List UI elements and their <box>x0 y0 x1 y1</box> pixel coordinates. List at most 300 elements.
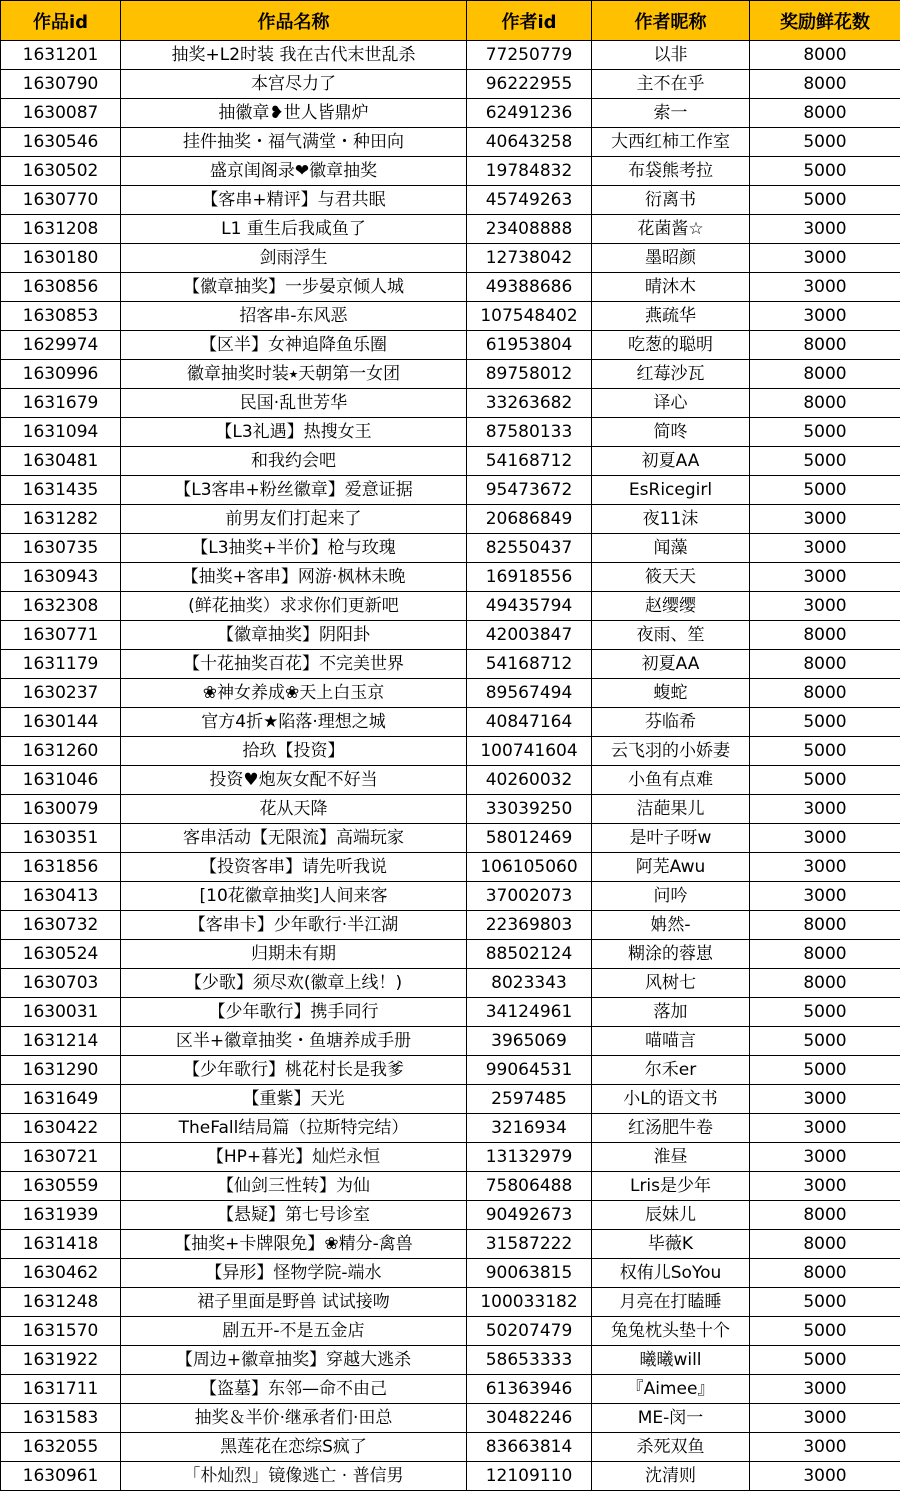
author-id-cell: 82550437 <box>467 534 592 563</box>
header-author-nickname: 作者昵称 <box>592 1 750 41</box>
table-row <box>1 447 900 476</box>
work-id-cell: 1630481 <box>1 447 121 476</box>
work-title-cell: 【区半】女神追降鱼乐圈 <box>121 331 467 360</box>
work-id-cell: 1630735 <box>1 534 121 563</box>
author-nickname-cell: 小鱼有点难 <box>592 766 750 795</box>
author-nickname-cell: 落加 <box>592 998 750 1027</box>
work-title-cell: 【少年歌行】携手同行 <box>121 998 467 1027</box>
author-id-cell: 100033182 <box>467 1288 592 1317</box>
table-row <box>1 128 900 157</box>
table-row <box>1 1462 900 1491</box>
reward-flowers-cell: 3000 <box>750 534 900 563</box>
work-title-cell: 黑莲花在恋综S疯了 <box>121 1433 467 1462</box>
work-title-cell: 挂件抽奖・福气满堂・种田向 <box>121 128 467 157</box>
table-row <box>1 1085 900 1114</box>
work-title-cell: 盛京闺阁录❤徽章抽奖 <box>121 157 467 186</box>
work-title-cell: 【L3客串+粉丝徽章】爱意证据 <box>121 476 467 505</box>
author-id-cell: 100741604 <box>467 737 592 766</box>
table-row <box>1 1143 900 1172</box>
work-title-cell: 「朴灿烈」镜像逃亡 · 普信男 <box>121 1462 467 1491</box>
author-id-cell: 3216934 <box>467 1114 592 1143</box>
author-id-cell: 12738042 <box>467 244 592 273</box>
work-id-cell: 1631179 <box>1 650 121 679</box>
author-nickname-cell: 淮昼 <box>592 1143 750 1172</box>
author-nickname-cell: 毕薇K <box>592 1230 750 1259</box>
reward-flowers-cell: 3000 <box>750 1433 900 1462</box>
table-row <box>1 70 900 99</box>
work-id-cell: 1631711 <box>1 1375 121 1404</box>
header-reward-flowers: 奖励鲜花数 <box>750 1 900 41</box>
author-id-cell: 89758012 <box>467 360 592 389</box>
reward-flowers-cell: 3000 <box>750 853 900 882</box>
table-row <box>1 157 900 186</box>
author-id-cell: 8023343 <box>467 969 592 998</box>
author-id-cell: 58653333 <box>467 1346 592 1375</box>
author-nickname-cell: 筱天天 <box>592 563 750 592</box>
reward-flowers-cell: 8000 <box>750 650 900 679</box>
work-title-cell: 抽奖＆半价·继承者们·田总 <box>121 1404 467 1433</box>
reward-flowers-cell: 5000 <box>750 1317 900 1346</box>
work-id-cell: 1630524 <box>1 940 121 969</box>
work-id-cell: 1630144 <box>1 708 121 737</box>
table-row <box>1 563 900 592</box>
author-nickname-cell: 红莓沙瓦 <box>592 360 750 389</box>
work-id-cell: 1631922 <box>1 1346 121 1375</box>
work-id-cell: 1630422 <box>1 1114 121 1143</box>
header-work-title: 作品名称 <box>121 1 467 41</box>
work-title-cell: 招客串-东风恶 <box>121 302 467 331</box>
work-id-cell: 1631201 <box>1 41 121 70</box>
author-id-cell: 96222955 <box>467 70 592 99</box>
work-title-cell: (鲜花抽奖）求求你们更新吧 <box>121 592 467 621</box>
work-title-cell: 前男友们打起来了 <box>121 505 467 534</box>
author-id-cell: 13132979 <box>467 1143 592 1172</box>
table-row <box>1 1375 900 1404</box>
author-nickname-cell: 花菌酱☆ <box>592 215 750 244</box>
author-nickname-cell: 译心 <box>592 389 750 418</box>
reward-flowers-cell: 8000 <box>750 911 900 940</box>
author-nickname-cell: 杀死双鱼 <box>592 1433 750 1462</box>
author-nickname-cell: 以非 <box>592 41 750 70</box>
table-row <box>1 1230 900 1259</box>
work-id-cell: 1630462 <box>1 1259 121 1288</box>
work-title-cell: 【徽章抽奖】一步晏京倾人城 <box>121 273 467 302</box>
author-id-cell: 83663814 <box>467 1433 592 1462</box>
work-id-cell: 1630079 <box>1 795 121 824</box>
author-id-cell: 42003847 <box>467 621 592 650</box>
work-id-cell: 1630732 <box>1 911 121 940</box>
work-id-cell: 1630351 <box>1 824 121 853</box>
reward-flowers-cell: 3000 <box>750 1085 900 1114</box>
reward-flowers-cell: 5000 <box>750 186 900 215</box>
author-nickname-cell: 芬临希 <box>592 708 750 737</box>
author-id-cell: 90492673 <box>467 1201 592 1230</box>
work-title-cell: 【投资客串】请先听我说 <box>121 853 467 882</box>
reward-flowers-cell: 8000 <box>750 1201 900 1230</box>
reward-flowers-cell: 5000 <box>750 1027 900 1056</box>
reward-flowers-cell: 8000 <box>750 360 900 389</box>
author-nickname-cell: 蝮蛇 <box>592 679 750 708</box>
reward-flowers-cell: 3000 <box>750 592 900 621</box>
author-id-cell: 34124961 <box>467 998 592 1027</box>
author-id-cell: 95473672 <box>467 476 592 505</box>
reward-flowers-cell: 5000 <box>750 1056 900 1085</box>
work-id-cell: 1631248 <box>1 1288 121 1317</box>
table-row <box>1 795 900 824</box>
reward-flowers-cell: 3000 <box>750 1375 900 1404</box>
work-title-cell: 裙子里面是野兽 试试接吻 <box>121 1288 467 1317</box>
table-row <box>1 853 900 882</box>
reward-flowers-cell: 5000 <box>750 766 900 795</box>
table-row <box>1 882 900 911</box>
work-id-cell: 1631570 <box>1 1317 121 1346</box>
reward-flowers-cell: 5000 <box>750 157 900 186</box>
work-id-cell: 1630087 <box>1 99 121 128</box>
author-id-cell: 88502124 <box>467 940 592 969</box>
author-nickname-cell: 云飞羽的小娇妻 <box>592 737 750 766</box>
reward-flowers-cell: 3000 <box>750 273 900 302</box>
reward-flowers-cell: 3000 <box>750 1404 900 1433</box>
reward-flowers-cell: 5000 <box>750 476 900 505</box>
reward-flowers-cell: 3000 <box>750 1143 900 1172</box>
table-row <box>1 244 900 273</box>
table-row <box>1 766 900 795</box>
work-title-cell: 区半+徽章抽奖・鱼塘养成手册 <box>121 1027 467 1056</box>
author-id-cell: 75806488 <box>467 1172 592 1201</box>
author-id-cell: 16918556 <box>467 563 592 592</box>
reward-flowers-cell: 8000 <box>750 969 900 998</box>
work-id-cell: 1630943 <box>1 563 121 592</box>
author-nickname-cell: 沈清则 <box>592 1462 750 1491</box>
work-title-cell: 剧五开-不是五金店 <box>121 1317 467 1346</box>
author-nickname-cell: 初夏AA <box>592 447 750 476</box>
work-title-cell: 抽奖+L2时装 我在古代末世乱杀 <box>121 41 467 70</box>
author-nickname-cell: 喵喵言 <box>592 1027 750 1056</box>
author-id-cell: 62491236 <box>467 99 592 128</box>
author-id-cell: 54168712 <box>467 447 592 476</box>
work-id-cell: 1630180 <box>1 244 121 273</box>
table-row <box>1 186 900 215</box>
table-row <box>1 1201 900 1230</box>
author-nickname-cell: 姌然- <box>592 911 750 940</box>
author-nickname-cell: 洁葩果儿 <box>592 795 750 824</box>
work-title-cell: 【少年歌行】桃花村长是我爹 <box>121 1056 467 1085</box>
author-nickname-cell: ME-闵一 <box>592 1404 750 1433</box>
reward-flowers-cell: 5000 <box>750 128 900 157</box>
work-title-cell: ❀神女养成❀天上白玉京 <box>121 679 467 708</box>
work-id-cell: 1631046 <box>1 766 121 795</box>
author-id-cell: 20686849 <box>467 505 592 534</box>
author-nickname-cell: 简咚 <box>592 418 750 447</box>
author-id-cell: 40260032 <box>467 766 592 795</box>
reward-flowers-cell: 3000 <box>750 563 900 592</box>
reward-flowers-cell: 3000 <box>750 1172 900 1201</box>
author-nickname-cell: 索一 <box>592 99 750 128</box>
work-id-cell: 1630770 <box>1 186 121 215</box>
work-id-cell: 1631418 <box>1 1230 121 1259</box>
author-nickname-cell: 尔禾er <box>592 1056 750 1085</box>
header-work-id: 作品id <box>1 1 121 41</box>
reward-flowers-cell: 8000 <box>750 99 900 128</box>
table-row <box>1 592 900 621</box>
table-row <box>1 1114 900 1143</box>
author-id-cell: 61953804 <box>467 331 592 360</box>
work-title-cell: 投资♥炮灰女配不好当 <box>121 766 467 795</box>
work-id-cell: 1631435 <box>1 476 121 505</box>
table-row <box>1 650 900 679</box>
reward-flowers-cell: 5000 <box>750 447 900 476</box>
table-row <box>1 737 900 766</box>
work-title-cell: 花从天降 <box>121 795 467 824</box>
table-row <box>1 1317 900 1346</box>
work-id-cell: 1631679 <box>1 389 121 418</box>
author-id-cell: 23408888 <box>467 215 592 244</box>
author-id-cell: 90063815 <box>467 1259 592 1288</box>
header-author-id: 作者id <box>467 1 592 41</box>
author-nickname-cell: 辰妹儿 <box>592 1201 750 1230</box>
reward-flowers-cell: 8000 <box>750 70 900 99</box>
author-nickname-cell: 燕疏华 <box>592 302 750 331</box>
author-nickname-cell: 阿芜Awu <box>592 853 750 882</box>
table-row <box>1 418 900 447</box>
reward-flowers-cell: 8000 <box>750 940 900 969</box>
table-row <box>1 940 900 969</box>
work-id-cell: 1630790 <box>1 70 121 99</box>
reward-flowers-cell: 8000 <box>750 1230 900 1259</box>
author-nickname-cell: 夜雨、笙 <box>592 621 750 650</box>
table-body <box>1 41 900 1491</box>
author-nickname-cell: 夜11沫 <box>592 505 750 534</box>
work-id-cell: 1630996 <box>1 360 121 389</box>
reward-flowers-cell: 8000 <box>750 679 900 708</box>
author-nickname-cell: 布袋熊考拉 <box>592 157 750 186</box>
work-title-cell: 徽章抽奖时装⭑天朝第一女团 <box>121 360 467 389</box>
table-row <box>1 99 900 128</box>
work-title-cell: 【L3抽奖+半价】枪与玫瑰 <box>121 534 467 563</box>
table-row <box>1 911 900 940</box>
author-nickname-cell: 墨昭颜 <box>592 244 750 273</box>
table-row <box>1 476 900 505</box>
author-nickname-cell: 初夏AA <box>592 650 750 679</box>
author-id-cell: 49435794 <box>467 592 592 621</box>
work-title-cell: 【悬疑】第七号诊室 <box>121 1201 467 1230</box>
author-nickname-cell: 大西红柿工作室 <box>592 128 750 157</box>
author-nickname-cell: 红汤肥牛卷 <box>592 1114 750 1143</box>
author-nickname-cell: 『Aimee』 <box>592 1375 750 1404</box>
work-id-cell: 1630546 <box>1 128 121 157</box>
author-nickname-cell: 权侑儿SoYou <box>592 1259 750 1288</box>
author-id-cell: 22369803 <box>467 911 592 940</box>
author-id-cell: 31587222 <box>467 1230 592 1259</box>
work-title-cell: 【少歌】须尽欢(徽章上线！) <box>121 969 467 998</box>
work-title-cell: 【抽奖+卡牌限免】❀精分-禽兽 <box>121 1230 467 1259</box>
work-id-cell: 1632308 <box>1 592 121 621</box>
table-row <box>1 1259 900 1288</box>
author-id-cell: 3965069 <box>467 1027 592 1056</box>
author-id-cell: 50207479 <box>467 1317 592 1346</box>
work-title-cell: 【抽奖+客串】网游·枫林未晚 <box>121 563 467 592</box>
reward-flowers-cell: 3000 <box>750 1114 900 1143</box>
work-title-cell: 【仙剑三性转】为仙 <box>121 1172 467 1201</box>
table-row <box>1 1346 900 1375</box>
work-title-cell: 【重紫】天光 <box>121 1085 467 1114</box>
work-title-cell: 归期未有期 <box>121 940 467 969</box>
table-row <box>1 708 900 737</box>
author-id-cell: 33263682 <box>467 389 592 418</box>
author-id-cell: 99064531 <box>467 1056 592 1085</box>
header-row <box>1 1 900 41</box>
work-id-cell: 1632055 <box>1 1433 121 1462</box>
author-id-cell: 2597485 <box>467 1085 592 1114</box>
table-row <box>1 273 900 302</box>
table-row <box>1 215 900 244</box>
author-id-cell: 58012469 <box>467 824 592 853</box>
author-nickname-cell: 问吟 <box>592 882 750 911</box>
table-row <box>1 621 900 650</box>
work-title-cell: 【客串+精评】与君共眠 <box>121 186 467 215</box>
work-id-cell: 1631282 <box>1 505 121 534</box>
reward-flowers-cell: 8000 <box>750 389 900 418</box>
table-row <box>1 969 900 998</box>
table-row <box>1 1027 900 1056</box>
reward-flowers-cell: 5000 <box>750 708 900 737</box>
author-id-cell: 49388686 <box>467 273 592 302</box>
reward-flowers-cell: 3000 <box>750 505 900 534</box>
author-nickname-cell: 晴沐木 <box>592 273 750 302</box>
reward-flowers-cell: 8000 <box>750 1259 900 1288</box>
author-nickname-cell: EsRicegirl <box>592 476 750 505</box>
author-id-cell: 40847164 <box>467 708 592 737</box>
author-id-cell: 30482246 <box>467 1404 592 1433</box>
table-row <box>1 998 900 1027</box>
author-nickname-cell: Lris是少年 <box>592 1172 750 1201</box>
work-id-cell: 1630237 <box>1 679 121 708</box>
work-id-cell: 1630703 <box>1 969 121 998</box>
author-id-cell: 19784832 <box>467 157 592 186</box>
author-id-cell: 37002073 <box>467 882 592 911</box>
table-row <box>1 302 900 331</box>
table-row <box>1 1404 900 1433</box>
author-nickname-cell: 是叶子呀w <box>592 824 750 853</box>
work-title-cell: 民国·乱世芳华 <box>121 389 467 418</box>
reward-flowers-cell: 5000 <box>750 1288 900 1317</box>
work-title-cell: 【异形】怪物学院-端水 <box>121 1259 467 1288</box>
reward-flowers-cell: 8000 <box>750 621 900 650</box>
work-id-cell: 1630856 <box>1 273 121 302</box>
work-title-cell: 官方4折★陷落·理想之城 <box>121 708 467 737</box>
author-nickname-cell: 闻藻 <box>592 534 750 563</box>
table-row <box>1 505 900 534</box>
work-id-cell: 1631260 <box>1 737 121 766</box>
reward-flowers-cell: 8000 <box>750 331 900 360</box>
table-row <box>1 824 900 853</box>
work-id-cell: 1629974 <box>1 331 121 360</box>
table-row <box>1 41 900 70</box>
author-nickname-cell: 赵缨缨 <box>592 592 750 621</box>
work-title-cell: 抽徽章❥世人皆鼎炉 <box>121 99 467 128</box>
author-id-cell: 77250779 <box>467 41 592 70</box>
work-title-cell: L1 重生后我咸鱼了 <box>121 215 467 244</box>
work-title-cell: 剑雨浮生 <box>121 244 467 273</box>
table-row <box>1 1172 900 1201</box>
work-title-cell: TheFall结局篇（拉斯特完结） <box>121 1114 467 1143</box>
author-id-cell: 33039250 <box>467 795 592 824</box>
work-title-cell: [10花徽章抽奖]人间来客 <box>121 882 467 911</box>
author-id-cell: 12109110 <box>467 1462 592 1491</box>
work-id-cell: 1630502 <box>1 157 121 186</box>
work-id-cell: 1631856 <box>1 853 121 882</box>
author-id-cell: 45749263 <box>467 186 592 215</box>
table-row <box>1 360 900 389</box>
reward-flowers-cell: 3000 <box>750 302 900 331</box>
work-title-cell: 本宫尽力了 <box>121 70 467 99</box>
work-id-cell: 1630559 <box>1 1172 121 1201</box>
work-title-cell: 【徽章抽奖】阴阳卦 <box>121 621 467 650</box>
author-nickname-cell: 主不在乎 <box>592 70 750 99</box>
reward-flowers-cell: 5000 <box>750 998 900 1027</box>
work-title-cell: 拾玖【投资】 <box>121 737 467 766</box>
work-title-cell: 【L3礼遇】热搜女王 <box>121 418 467 447</box>
work-id-cell: 1631208 <box>1 215 121 244</box>
work-title-cell: 客串活动【无限流】高端玩家 <box>121 824 467 853</box>
author-nickname-cell: 小L的语文书 <box>592 1085 750 1114</box>
author-id-cell: 107548402 <box>467 302 592 331</box>
work-id-cell: 1631939 <box>1 1201 121 1230</box>
work-title-cell: 【周边+徽章抽奖】穿越大逃杀 <box>121 1346 467 1375</box>
work-id-cell: 1630853 <box>1 302 121 331</box>
author-nickname-cell: 衍离书 <box>592 186 750 215</box>
work-id-cell: 1630961 <box>1 1462 121 1491</box>
table-row <box>1 389 900 418</box>
table-row <box>1 1056 900 1085</box>
author-id-cell: 87580133 <box>467 418 592 447</box>
author-id-cell: 106105060 <box>467 853 592 882</box>
work-title-cell: 和我约会吧 <box>121 447 467 476</box>
author-id-cell: 40643258 <box>467 128 592 157</box>
work-title-cell: 【HP+暮光】灿烂永恒 <box>121 1143 467 1172</box>
author-nickname-cell: 糊涂的蓉崽 <box>592 940 750 969</box>
work-id-cell: 1630721 <box>1 1143 121 1172</box>
author-nickname-cell: 月亮在打瞌睡 <box>592 1288 750 1317</box>
reward-flowers-cell: 3000 <box>750 824 900 853</box>
reward-flowers-cell: 3000 <box>750 795 900 824</box>
work-id-cell: 1630031 <box>1 998 121 1027</box>
work-id-cell: 1631094 <box>1 418 121 447</box>
author-nickname-cell: 曦曦will <box>592 1346 750 1375</box>
author-id-cell: 89567494 <box>467 679 592 708</box>
work-id-cell: 1630771 <box>1 621 121 650</box>
work-id-cell: 1631583 <box>1 1404 121 1433</box>
reward-flowers-cell: 3000 <box>750 1462 900 1491</box>
work-id-cell: 1631290 <box>1 1056 121 1085</box>
author-id-cell: 54168712 <box>467 650 592 679</box>
work-title-cell: 【十花抽奖百花】不完美世界 <box>121 650 467 679</box>
reward-flowers-cell: 5000 <box>750 737 900 766</box>
reward-flowers-cell: 5000 <box>750 1346 900 1375</box>
work-id-cell: 1631214 <box>1 1027 121 1056</box>
table-row <box>1 1288 900 1317</box>
author-id-cell: 61363946 <box>467 1375 592 1404</box>
work-title-cell: 【盗墓】东邻—命不由己 <box>121 1375 467 1404</box>
reward-flowers-cell: 8000 <box>750 41 900 70</box>
author-nickname-cell: 风树七 <box>592 969 750 998</box>
reward-flowers-cell: 3000 <box>750 215 900 244</box>
table-row <box>1 679 900 708</box>
reward-flowers-cell: 5000 <box>750 418 900 447</box>
table-row <box>1 331 900 360</box>
author-nickname-cell: 吃葱的聪明 <box>592 331 750 360</box>
work-title-cell: 【客串卡】少年歌行·半江湖 <box>121 911 467 940</box>
